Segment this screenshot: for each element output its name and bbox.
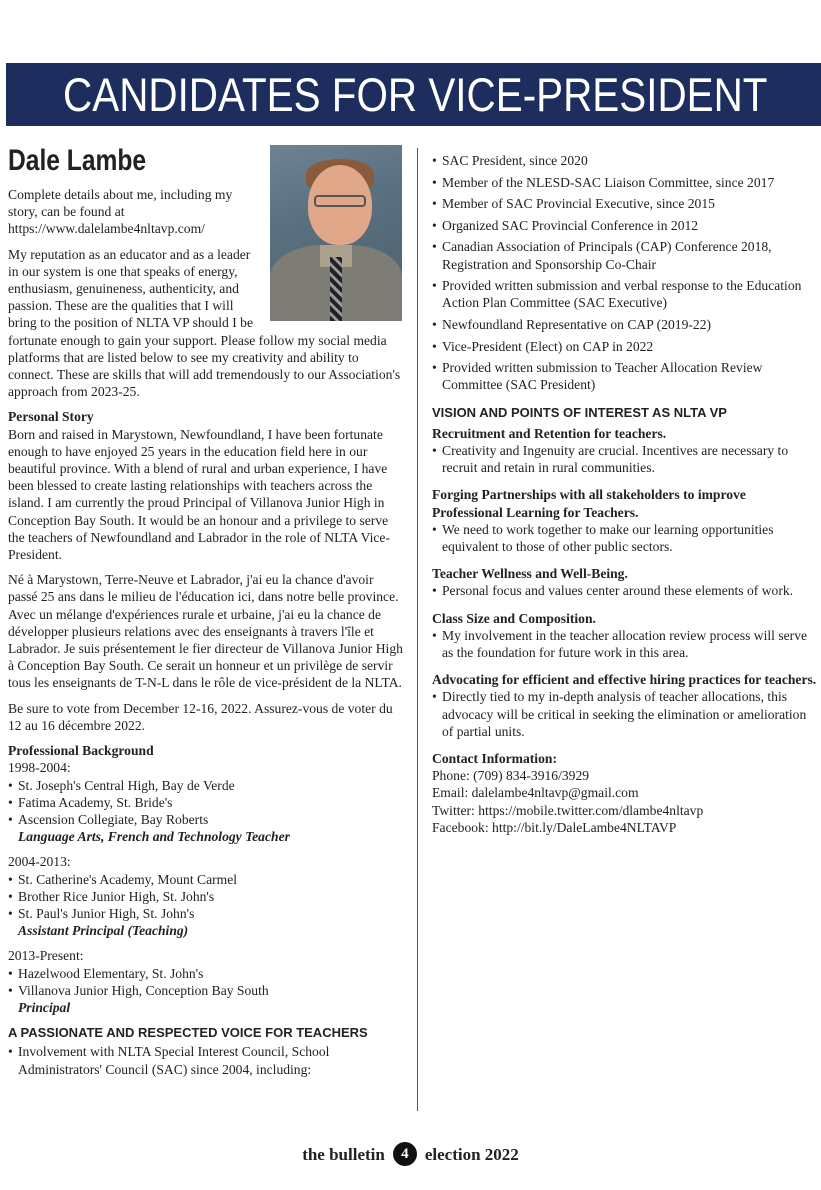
personal-story-french: Né à Marystown, Terre-Neuve et Labrador, j'ai eu la chance d'avoir passé 25 ans dans le milieu de l'éducation ici, dans notre belle province. Avec un mélange d'expériences rurale et urbaine, j'ai eu la chance de développer plusieurs relations avec des enseignants à travers l'île et Labrador. Je suis présentement le fier directeur de Villanova Junior High à Conception Bay South. Ce serait un honneur et un privilège de servir tous les enseignants de T-N-L dans le rôle de vice-président de la NLTA. <box>8 572 403 691</box>
vote-dates: Be sure to vote from December 12-16, 2022. Assurez-vous de voter du 12 au 16 décembre 2022. <box>8 700 393 733</box>
footer-issue: election 2022 <box>424 1144 519 1164</box>
period-2013 <box>8 947 406 1016</box>
vision-point-title: Forging Partnerships with all stakeholders to improve Professional Learning for Teachers. <box>432 487 746 520</box>
list-item: • Vice-President (Elect) on CAP in 2022 <box>432 338 817 355</box>
vision-point-text: • We need to work together to make our learning opportunities equivalent to those of other public sectors. <box>432 521 817 555</box>
list-item: • Fatima Academy, St. Bride's <box>8 794 406 811</box>
period-2004 <box>8 853 406 939</box>
vision-point-text: • My involvement in the teacher allocation review process will serve as the foundation for future work in this area. <box>432 627 817 661</box>
period-role: Language Arts, French and Technology Teacher <box>18 829 290 845</box>
vision-point-title: Teacher Wellness and Well-Being. <box>432 566 628 582</box>
intro-text: Complete details about me, including my story, can be found at https://www.dalelambe4nltavp.com/ <box>8 187 233 237</box>
list-item: • Provided written submission to Teacher Allocation Review Committee (SAC President) <box>432 359 817 393</box>
list-item: • Villanova Junior High, Conception Bay South <box>8 982 406 999</box>
voice-heading: A PASSIONATE AND RESPECTED VOICE FOR TEACHERS <box>8 1025 368 1041</box>
footer-publication: the bulletin <box>302 1144 385 1164</box>
period-1998 <box>8 759 406 845</box>
list-item: • Ascension Collegiate, Bay Roberts <box>8 811 406 828</box>
period-role: Principal <box>18 999 71 1015</box>
column-divider <box>417 148 418 1111</box>
vision-point-text: • Personal focus and values center around these elements of work. <box>432 582 817 599</box>
contact-facebook[interactable]: Facebook: http://bit.ly/DaleLambe4NLTAVP <box>432 819 677 835</box>
candidate-name: Dale Lambe <box>8 144 147 177</box>
list-item: • Hazelwood Elementary, St. John's <box>8 965 406 982</box>
period-role: Assistant Principal (Teaching) <box>18 923 189 939</box>
vision-point-text: • Creativity and Ingenuity are crucial. Incentives are necessary to recruit and retain in rural communities. <box>432 442 817 476</box>
period-years: 1998-2004: <box>8 760 71 776</box>
contact-heading: Contact Information: <box>432 751 557 767</box>
vision-point-title: Advocating for efficient and effective hiring practices for teachers. <box>432 672 817 688</box>
period-years: 2013-Present: <box>8 948 84 964</box>
contact-phone: Phone: (709) 834-3916/3929 <box>432 768 590 784</box>
personal-story-heading: Personal Story <box>8 409 94 425</box>
contact-twitter[interactable]: Twitter: https://mobile.twitter.com/dlambe4nltavp <box>432 802 704 818</box>
list-item: • Involvement with NLTA Special Interest Council, School Administrators' Council (SAC) since 2004, including: <box>8 1043 406 1077</box>
header-banner <box>6 63 821 126</box>
contact-email[interactable]: Email: dalelambe4nltavp@gmail.com <box>432 785 639 801</box>
right-column <box>432 152 817 836</box>
list-item: • Member of the NLESD-SAC Liaison Committee, since 2017 <box>432 174 817 191</box>
page-title: CANDIDATES FOR VICE-PRESIDENT <box>63 68 768 121</box>
page-footer <box>0 1144 821 1168</box>
list-item: • Member of SAC Provincial Executive, since 2015 <box>432 195 817 212</box>
vision-heading: VISION AND POINTS OF INTEREST AS NLTA VP <box>432 404 727 420</box>
left-column <box>8 142 406 1078</box>
list-item: • Newfoundland Representative on CAP (2019-22) <box>432 316 817 333</box>
vision-point-title: Recruitment and Retention for teachers. <box>432 425 667 441</box>
list-item: • SAC President, since 2020 <box>432 152 817 169</box>
list-item: • Canadian Association of Principals (CAP) Conference 2018, Registration and Sponsorship Co-Chair <box>432 238 817 272</box>
list-item: • Organized SAC Provincial Conference in 2012 <box>432 217 817 234</box>
page-number: 4 <box>393 1142 417 1166</box>
list-item: • Provided written submission and verbal response to the Education Action Plan Committee (SAC Executive) <box>432 277 817 311</box>
reputation-text: My reputation as an educator and as a leader in our system is one that speaks of energy, enthusiasm, genuineness, authenticity, and passion. These are the qualities that I will bring to the position of NLTA VP should I be fortunate enough to gain your support. Please follow my social media platforms that are listed below to see my creativity and ability to connect. These are skills that will add tremendously to our Association's approach from 2023-25. <box>8 246 401 400</box>
period-years: 2004-2013: <box>8 854 71 870</box>
vision-point-title: Class Size and Composition. <box>432 610 596 626</box>
list-item: • St. Catherine's Academy, Mount Carmel <box>8 871 406 888</box>
list-item: • Brother Rice Junior High, St. John's <box>8 888 406 905</box>
list-item: • St. Joseph's Central High, Bay de Verde <box>8 777 406 794</box>
personal-story-english: Born and raised in Marystown, Newfoundland, I have been fortunate enough to have enjoyed 25 years in the education field here in our beautiful province. With a blend of rural and urban experience, I have been blessed to create lasting relationships with teachers across the island. I am currently the proud Principal of Villanova Junior High in Conception Bay South. It would be an honour and a privilege to serve the teachers of Newfoundland and Labrador in the role of NLTA Vice-President. <box>8 426 390 563</box>
list-item: • St. Paul's Junior High, St. John's <box>8 905 406 922</box>
professional-background-heading: Professional Background <box>8 743 154 759</box>
vision-point-text: • Directly tied to my in-depth analysis of teacher allocations, this advocacy will be critical in seeking the elimination or amelioration of partial units. <box>432 688 817 740</box>
